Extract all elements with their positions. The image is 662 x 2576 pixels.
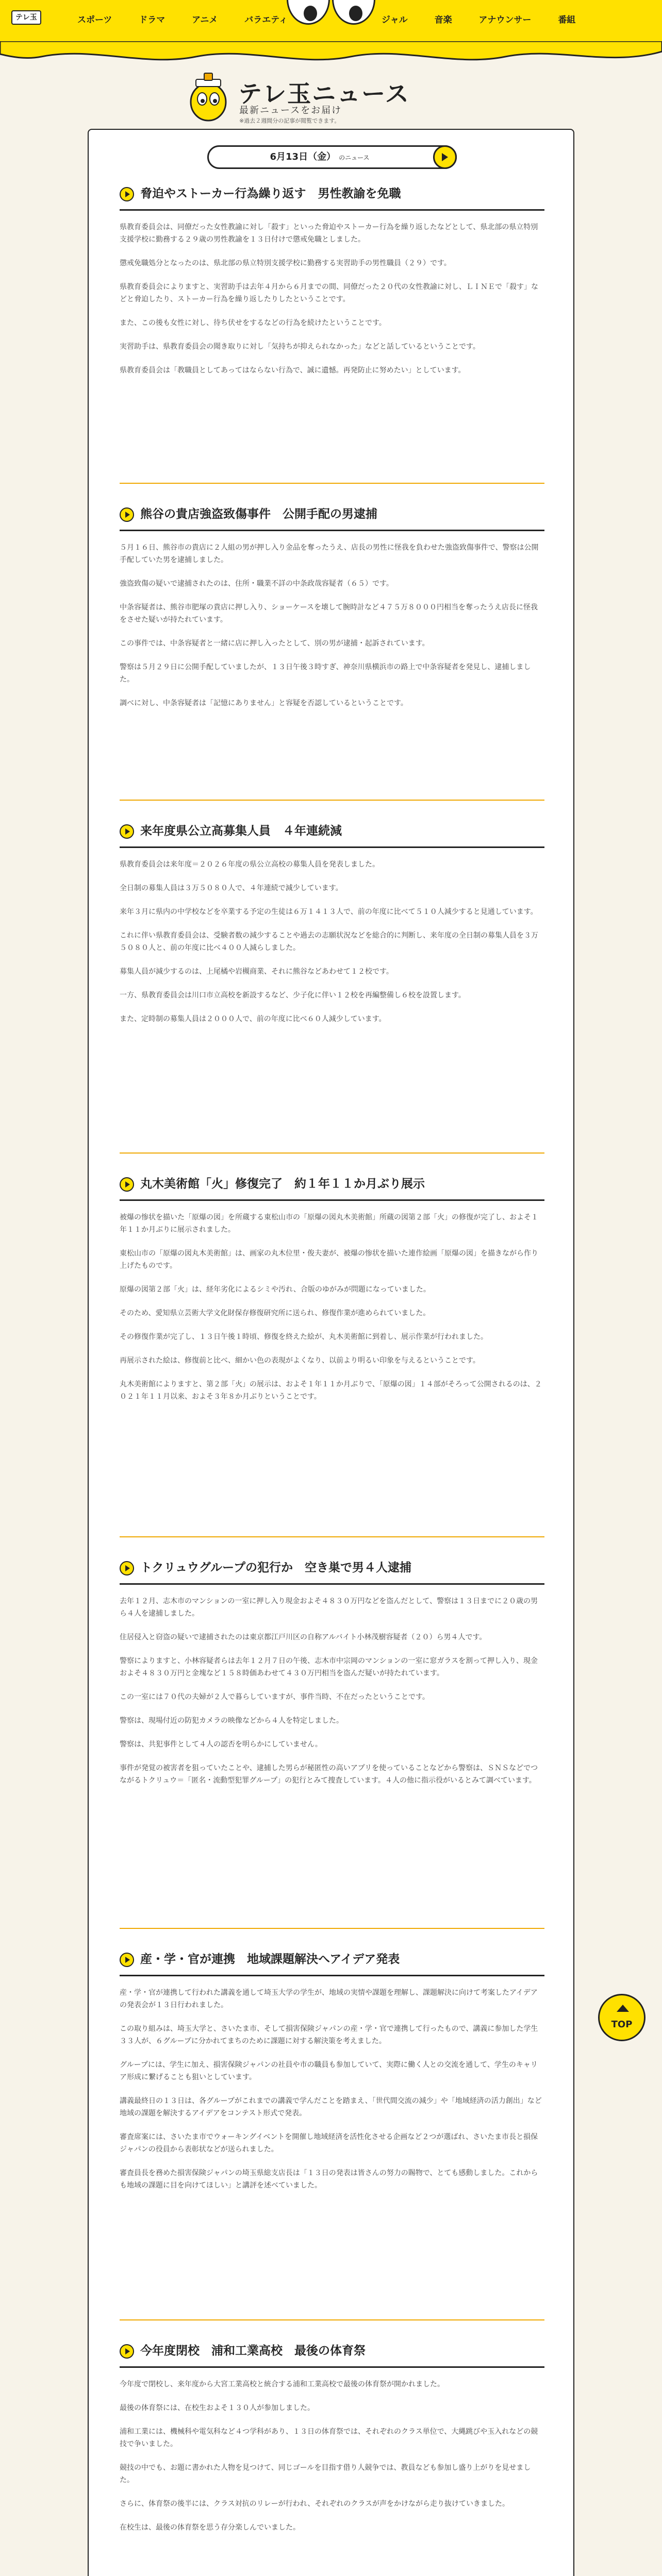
arrow-bullet-icon (120, 1953, 134, 1967)
site-header (0, 0, 662, 44)
title-rule (120, 530, 544, 531)
article-body (120, 1211, 544, 1403)
article-separator (120, 2319, 544, 2320)
article-paragraph: この事件では、中条容疑者と一緒に店に押し入ったとして、別の男が逮捕・起訴されています。 (120, 639, 429, 648)
news-panel (88, 129, 574, 2576)
article-paragraph: そのため、愛知県立芸術大学文化財保存修復研究所に送られ、修復作業が進められていました。 (120, 1309, 431, 1317)
article-body (120, 1987, 544, 2192)
title-rule (120, 1583, 544, 1585)
article-paragraph: さらに、体育祭の後半には、クラス対抗のリレーが行われ、それぞれのクラスが声をかけながら走り抜けていきました。 (120, 2500, 509, 2508)
article-paragraph: 講義最終日の１３日は、各グループがこれまでの講義で学んだことを踏まえ、「世代間交流の減少」や「地域経済の活力創出」など地域の課題を解決するアイデアをコンテスト形式で発表。 (120, 2097, 542, 2117)
article-paragraph: これに伴い県教育委員会は、受験者数の減少することや過去の志願状況などを総合的に判断し、来年度の全日制の募集人員を３万５０８０人と、前の年度に比べ４００人減らしました。 (120, 931, 538, 952)
article-paragraph: 今年度で閉校し、来年度から大宮工業高校と統合する浦和工業高校で最後の体育祭が開かれました。 (120, 2380, 444, 2388)
date-suffix: のニュース (339, 154, 370, 161)
article-paragraph: この取り組みは、埼玉大学と、さいたま市、そして損害保険ジャパンの産・学・官で連携して行ったもので、講義に参加した学生３３人が、６グループに分かれてまちのために課題に対する解決策を考えました。 (120, 2025, 538, 2045)
article-paragraph: 全日制の募集人員は３万５０８０人で、４年連続で減少しています。 (120, 884, 343, 892)
article-paragraph: 調べに対し、中条容疑者は「記憶にありません」と容疑を否認しているということです。 (120, 699, 408, 707)
nav-left (77, 12, 311, 25)
article-title-text: 今年度閉校 浦和工業高校 最後の体育祭 (140, 2344, 366, 2358)
nav-item-genre[interactable]: ジャル (382, 15, 408, 25)
article-title-text: 熊谷の貴店強盗致傷事件 公開手配の男逮捕 (140, 507, 377, 521)
article-paragraph: また、定時制の募集人員は２０００人で、前の年度に比べ６０人減少しています。 (120, 1015, 386, 1023)
article-5 (120, 1560, 544, 1798)
article-title[interactable] (120, 185, 544, 202)
nav-right (382, 12, 599, 25)
nav-item-program[interactable]: 番組 (558, 15, 576, 25)
arrow-bullet-icon (120, 187, 134, 201)
article-paragraph: その修復作業が完了し、１３日午後１時頃、修復を終えた絵が、丸木美術館に到着し、展示作業が行われました。 (120, 1333, 488, 1341)
title-rule (120, 209, 544, 211)
mascot-eyes-icon (287, 0, 375, 25)
article-paragraph: グループには、学生に加え、損害保険ジャパンの社員や市の職員も参加していて、実際に働く人との交流を通して、学生のキャリア形成に繋げることも狙いとしています。 (120, 2061, 538, 2081)
article-paragraph: 警察は、共犯事件として４人の認否を明らかにしていません。 (120, 1740, 322, 1749)
archive-note: ※過去２週間分の記事が閲覧できます。 (239, 117, 340, 124)
article-separator (120, 1928, 544, 1929)
article-body (120, 1595, 544, 1787)
article-paragraph: 来年３月に県内の中学校などを卒業する予定の生徒は６万１４１３人で、前の年度に比べて５１０人減少すると見通しています。 (120, 908, 538, 916)
article-title-text: 産・学・官が連携 地域課題解決へアイデア発表 (140, 1953, 400, 1966)
date-value: 6月13日（金） (270, 151, 336, 162)
article-paragraph: 東松山市の「原爆の図丸木美術館」は、画家の丸木位里・俊夫妻が、被爆の惨状を描いた連作絵画「原爆の図」を描きながら作り上げたものです。 (120, 1249, 538, 1270)
header-wave (0, 41, 662, 72)
article-body (120, 541, 544, 709)
article-title-text: 脅迫やストーカー行為繰り返す 男性教諭を免職 (140, 187, 401, 200)
article-paragraph: 事件が発覚の被害者を狙っていたことや、逮捕した男らが秘匿性の高いアプリを使っていることなどから警察は、ＳＮＳなどでつながるトクリュウ＝「匿名・流動型犯罪グループ」の犯行とみて捜査しています。４人の他に指示役がいるとみて調べています。 (120, 1764, 538, 1785)
article-title[interactable] (120, 2343, 544, 2359)
article-paragraph: 県教育委員会は、同僚だった女性教諭に対し「殺す」といった脅迫やストーカー行為を繰り返したなどとして、県北部の県立特別支援学校に勤務する２９歳の男性教諭を１３日付けで懲戒免職としました。 (120, 223, 538, 244)
article-paragraph: ５月１６日、熊谷市の貴店に２人組の男が押し入り金品を奪ったうえ、店長の男性に怪我を負わせた強盗致傷事件で、警察は公開手配していた男を逮捕しました。 (120, 544, 539, 564)
article-separator (120, 1536, 544, 1537)
article-paragraph: 去年１２月、志木市のマンションの一室に押し入り現金およそ４８３０万円などを盗んだとして、警察は１３日までに２０歳の男ら４人を逮捕しました。 (120, 1597, 538, 1618)
article-title[interactable] (120, 823, 544, 839)
article-paragraph: 中条容疑者は、熊谷市肥塚の貴店に押し入り、ショーケースを壊して腕時計など４７５万８０００円相当を奪ったうえ店長に怪我をさせた疑いが持たれています。 (120, 603, 538, 624)
page-title: テレ玉ニュース (238, 80, 410, 108)
article-paragraph: 県教育委員会は「教職員としてあってはならない行為で、誠に遺憾。再発防止に努めたい」としています。 (120, 366, 466, 375)
article-title[interactable] (120, 506, 544, 522)
article-paragraph: 警察は、現場付近の防犯カメラの映像などから４人を特定しました。 (120, 1717, 343, 1725)
arrow-bullet-icon (120, 1561, 134, 1575)
site-logo[interactable]: テレ玉 (11, 10, 41, 25)
title-rule (120, 1199, 544, 1201)
page-subtitle: 最新ニュースをお届け (239, 105, 342, 116)
article-6 (120, 1951, 544, 2203)
article-paragraph: 浦和工業には、機械科や電気科など４つ学科があり、１３日の体育祭では、それぞれのクラス単位で、大縄跳びや玉入れなどの競技で争いました。 (120, 2428, 538, 2448)
title-rule (120, 2366, 544, 2368)
article-7 (120, 2343, 544, 2545)
arrow-bullet-icon (120, 824, 134, 839)
title-rule (120, 846, 544, 848)
article-1 (120, 185, 544, 388)
nav-item-anime[interactable]: アニメ (192, 15, 218, 25)
arrow-bullet-icon (120, 1177, 134, 1192)
article-paragraph: 最後の体育祭には、在校生およそ１３０人が参加しました。 (120, 2404, 315, 2412)
arrow-bullet-icon (120, 507, 134, 522)
article-separator (120, 483, 544, 484)
back-to-top-button[interactable] (598, 1994, 646, 2041)
article-paragraph: 丸木美術館によりますと、第２部「火」の展示は、およそ１年１１か月ぶりで、「原爆の図」１４部がそろって公開されるのは、２０２１年１１月以来、およそ３年８か月ぶりということです。 (120, 1380, 542, 1401)
article-title[interactable] (120, 1951, 544, 1968)
article-title-text: 来年度県公立高募集人員 ４年連続減 (140, 824, 342, 838)
article-paragraph: 実習助手は、県教育委員会の聞き取りに対し「気持ちが抑えられなかった」などと話しているということです。 (120, 343, 480, 351)
article-paragraph: 競技の中でも、お題に書かれた人物を見つけて、同じゴールを目指す借り人競争では、教員なども参加し盛り上がりを見せました。 (120, 2464, 531, 2484)
date-label (209, 147, 431, 168)
article-paragraph: 住居侵入と窃盗の疑いで逮捕されたのは東京都江戸川区の自称アルバイト小林茂樹容疑者（２０）ら男４人です。 (120, 1633, 487, 1641)
nav-item-music[interactable]: 音楽 (434, 15, 452, 25)
article-title[interactable] (120, 1560, 544, 1576)
article-paragraph: 原爆の図第２部「火」は、経年劣化によるシミや汚れ、合版のゆがみが問題になっていました。 (120, 1285, 431, 1294)
nav-item-sports[interactable]: スポーツ (77, 15, 112, 25)
article-body (120, 221, 544, 377)
article-paragraph: 募集人員が減少するのは、上尾橘や岩槻商業、それに熊谷などあわせて１２校です。 (120, 968, 393, 976)
hero (0, 72, 662, 129)
article-paragraph: 再展示された絵は、修復前と比べ、細かい色の表現がよくなり、以前より明るい印象を与えるということです。 (120, 1357, 480, 1365)
date-dropdown-icon[interactable] (433, 145, 457, 169)
title-rule (120, 1975, 544, 1976)
article-paragraph: 警察は５月２９日に公開手配していましたが、１３日午後３時すぎ、神奈川県横浜市の路上で中条容疑者を発見し、逮捕しました。 (120, 663, 531, 684)
nav-item-variety[interactable]: バラエティ (244, 15, 288, 25)
nav-item-announcer[interactable]: アナウンサー (478, 15, 532, 25)
article-paragraph: 在校生は、最後の体育祭を思う存分楽しんでいました。 (120, 2523, 300, 2532)
article-paragraph: 審査席案には、さいたま市でウォーキングイベントを開催し地域経済を活性化させる企画など２つが選ばれ、さいたま市長と損保ジャパンの役員から表彰状などが送られました。 (120, 2133, 538, 2154)
article-paragraph: 一方、県教育委員会は川口市立高校を新設するなど、少子化に伴い１２校を再編整備し６校を設置します。 (120, 991, 466, 999)
article-title-text: 丸木美術館「火」修復完了 約１年１１か月ぶり展示 (140, 1177, 425, 1191)
article-separator (120, 1153, 544, 1154)
article-title[interactable] (120, 1176, 544, 1192)
article-paragraph: 産・学・官が連携して行われた講義を通して埼玉大学の学生が、地域の実情や課題を理解し、課題解決に向けて考案したアイデアの発表会が１３日行われました。 (120, 1989, 538, 2009)
article-body (120, 2378, 544, 2534)
article-paragraph: この一室には７０代の夫婦が２人で暮らしていますが、事件当時、不在だったということです。 (120, 1693, 429, 1701)
article-paragraph: 県教育委員会は来年度＝２０２６年度の県公立高校の募集人員を発表しました。 (120, 860, 379, 869)
arrow-up-icon (617, 2005, 629, 2012)
article-paragraph: 県教育委員会によりますと、実習助手は去年４月から６月までの間、同僚だった２０代の女性教諭に対し、ＬＩＮＥで「殺す」などと脅迫したり、ストーカー行為を繰り返したりしたということです。 (120, 283, 538, 303)
article-paragraph: 警察によりますと、小林容疑者らは去年１２月７日の午後、志木市中宗岡のマンションの一室に窓ガラスを割って押し入り、現金およそ４８３０万円と金塊など１５８時価あわせて４３０万円相当を盗んだ疑いが持たれています。 (120, 1657, 538, 1677)
mascot-icon (186, 72, 231, 124)
arrow-bullet-icon (120, 2344, 134, 2359)
article-body (120, 858, 544, 1025)
article-title-text: トクリュウグループの犯行か 空き巣で男４人逮捕 (140, 1561, 412, 1574)
article-4 (120, 1176, 544, 1414)
article-separator (120, 800, 544, 801)
article-3 (120, 823, 544, 1037)
back-to-top-label: TOP (611, 2019, 633, 2030)
article-2 (120, 506, 544, 721)
article-paragraph: 審査員長を務めた損害保険ジャパンの埼玉県総支店長は「１３日の発表は皆さんの努力の賜物で、とても感動しました。これからも地域の課題に目を向けてほしい」と講評を述べていました。 (120, 2169, 538, 2190)
article-paragraph: 被爆の惨状を描いた「原爆の図」を所蔵する東松山市の「原爆の図丸木美術館」所蔵の図第２部「火」の修復が完了し、およそ１年１１か月ぶりに展示されました。 (120, 1213, 538, 1234)
article-paragraph: 懲戒免職処分となったのは、県北部の県立特別支援学校に勤務する実習助手の男性職員（２９）です。 (120, 259, 451, 267)
article-paragraph: また、この後も女性に対し、待ち伏せをするなどの行為を続けたということです。 (120, 319, 386, 327)
article-paragraph: 強盗致傷の疑いで逮捕されたのは、住所・職業不詳の中条政哉容疑者（６５）です。 (120, 580, 393, 588)
nav-item-drama[interactable]: ドラマ (139, 15, 166, 25)
date-selector[interactable] (207, 145, 457, 169)
